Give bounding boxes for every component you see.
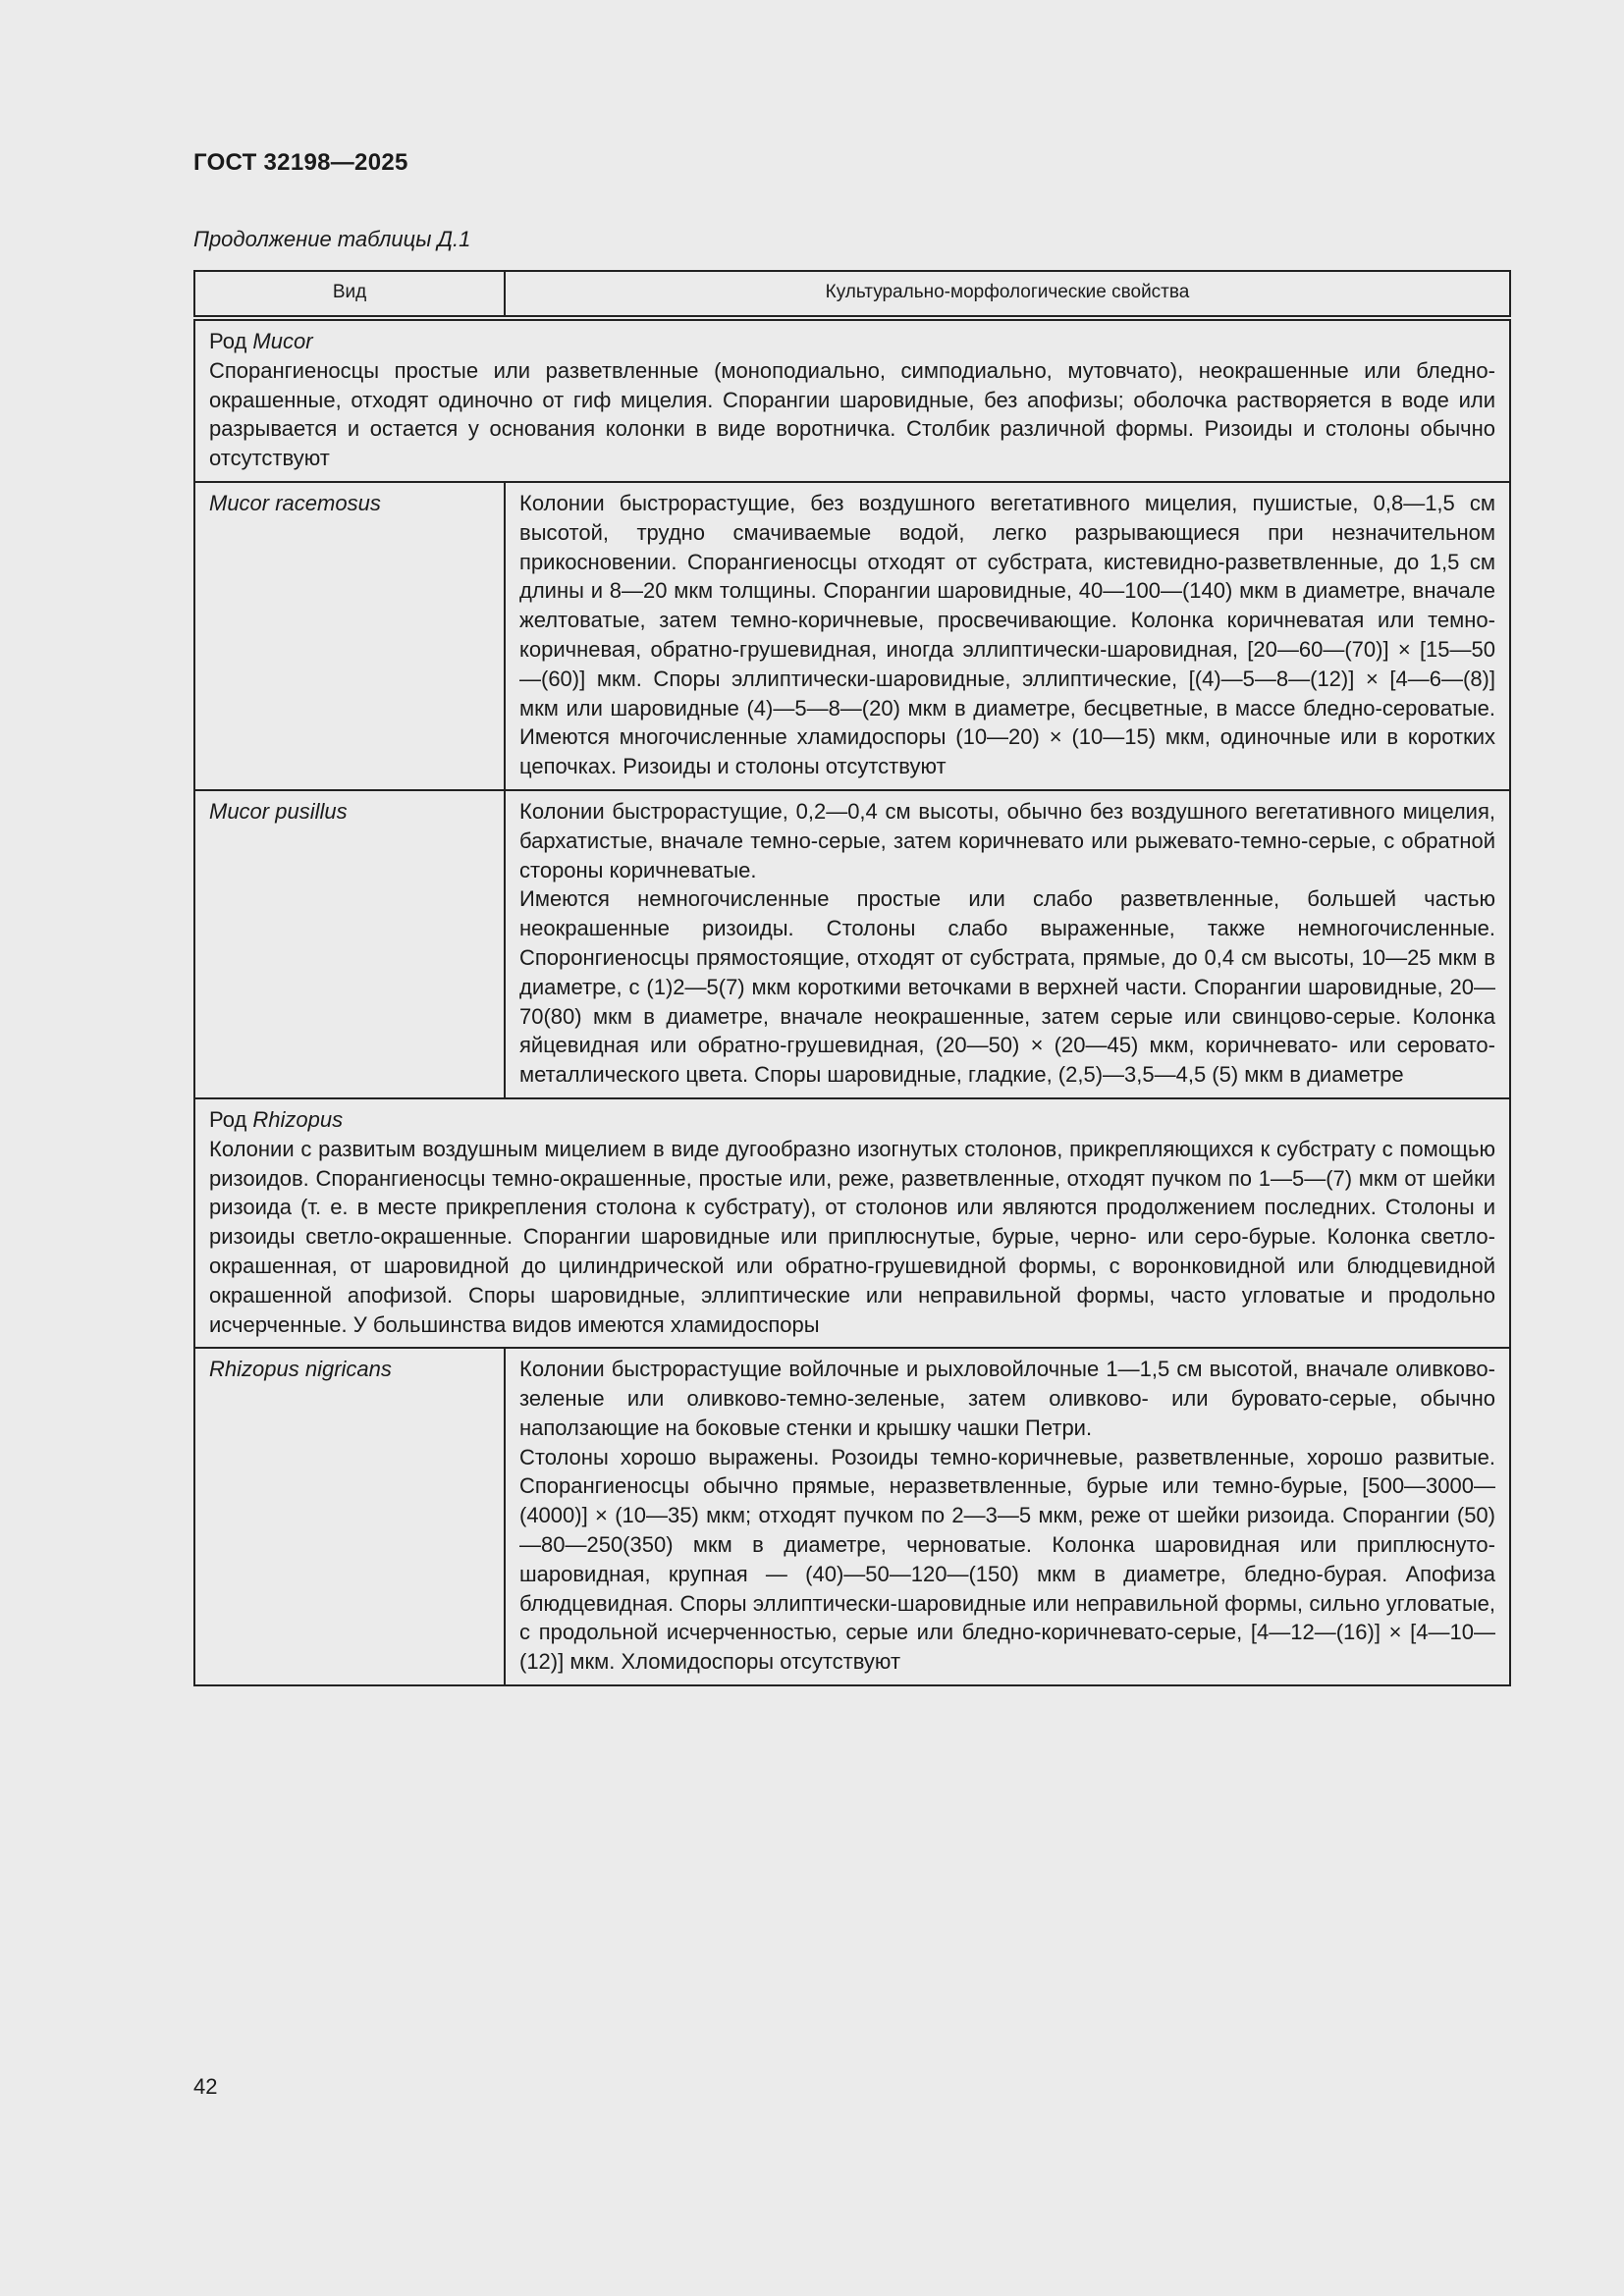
species-description-cell: Колонии быстрорастущие, без воздушного вегетативного мицелия, пушистые, 0,8—1,5 см высотой, трудно смачиваемые водой, легко разрывающиеся при незначительном прикосновении. Спорангиеносцы отходят от субстрата, кистевидно-разветвленные, до 1,5 см длины и 8—20 мкм толщины. Спорангии шаровидные, 40—100—(140) мкм в диаметре, вначале желтоватые, затем темно-коричневые, просвечивающие. Колонка коричневатая или темно-коричневая, обратно-грушевидная, иногда эллиптически-шаровидная, [20—60—(70)] × [15—50—(60)] мкм. Споры эллиптически-шаровидные, эллиптические, [(4)—5—8—(12)] × [4—6—(8)] мкм или шаровидные (4)—5—8—(20) мкм в диаметре, бесцветные, в массе бледно-сероватые. Имеются многочисленные хламидоспоры (10—20) × (10—15) мкм, одиночные или в коротких цепочках. Ризоиды и столоны отсутствуют — [505, 482, 1510, 790]
document-code: ГОСТ 32198—2025 — [193, 149, 408, 176]
table-row-genus-rhizopus — [194, 1098, 1510, 1348]
genus-rhizopus-cell — [194, 1098, 1510, 1348]
genus-name: Mucor — [252, 329, 313, 353]
species-description-cell — [505, 790, 1510, 1098]
genus-rhizopus-description: Колонии с развитым воздушным мицелием в виде дугообразно изогнутых столонов, прикрепляющихся к субстрату с помощью ризоидов. Спорангиеносцы темно-окрашенные, простые или, реже, разветвленные, отходят пучком по 1—5—(7) мкм от шейки ризоида (т. е. в месте прикрепления столона к субстрату), от столонов или являются продолжением последних. Столоны и ризоиды светло-окрашенные. Спорангии шаровидные или приплюснутые, бурые, черно- или серо-бурые. Колонка светло-окрашенная, от шаровидной до цилиндрической или обратно-грушевидной формы, с воронковидной или блюдцевидной окрашенной апофизой. Споры шаровидные, эллиптические или неправильной формы, часто угловатые и продольно исчерченные. У большинства видов имеются хламидоспоры — [209, 1136, 1495, 1337]
species-name-cell: Mucor pusillus — [194, 790, 505, 1098]
table-row-mucor-racemosus — [194, 482, 1510, 790]
page-number: 42 — [193, 2074, 218, 2099]
description-paragraph: Столоны хорошо выражены. Розоиды темно-коричневые, разветвленные, хорошо развитые. Спорангиеносцы обычно прямые, неразветвленные, бурые или темно-бурые, [500—3000—(4000)] × (10—35) мкм; отходят пучком по 2—3—5 мкм, реже от шейки ризоида. Спорангии (50)—80—250(350) мкм в диаметре, черноватые. Колонка шаровидная или приплюснуто-шаровидная, крупная — (40)—50—120—(150) мкм в диаметре, бледно-бурая. Апофиза блюдцевидная. Споры эллиптически-шаровидные или неправильной формы, сильно угловатые, с продольной исчерченностью, серые или бледно-коричневато-серые, [4—12—(16)] × [4—10—(12)] мкм. Хломидоспоры отсутствуют — [519, 1444, 1495, 1675]
table-row-mucor-pusillus — [194, 790, 1510, 1098]
species-description-cell — [505, 1348, 1510, 1685]
description-paragraph: Колонии быстрорастущие войлочные и рыхловойлочные 1—1,5 см высотой, вначале оливково-зеленые или оливково-темно-зеленые, затем оливково- или буровато-серые, обычно наползающие на боковые стенки и крышку чашки Петри. — [519, 1357, 1495, 1440]
species-name-cell: Mucor racemosus — [194, 482, 505, 790]
description-paragraph: Колонии быстрорастущие, 0,2—0,4 см высоты, обычно без воздушного вегетативного мицелия, бархатистые, вначале темно-серые, затем коричневато или рыжевато-темно-серые, с обратной стороны коричневатые. — [519, 798, 1495, 882]
column-header-properties: Культурально-морфологические свойства — [505, 271, 1510, 318]
table-row-rhizopus-nigricans — [194, 1348, 1510, 1685]
species-table — [193, 270, 1511, 1686]
column-header-species: Вид — [194, 271, 505, 318]
table-caption: Продолжение таблицы Д.1 — [193, 227, 471, 251]
table-row-genus-mucor — [194, 318, 1510, 482]
genus-name: Rhizopus — [252, 1106, 344, 1132]
genus-mucor-cell — [194, 318, 1510, 482]
description-paragraph: Имеются немногочисленные простые или слабо разветвленные, большей частью неокрашенные ризоиды. Столоны слабо выраженные, также немногочисленные. Споронгиеносцы прямостоящие, отходят от субстрата, прямые, до 0,4 см высоты, 10—25 мкм в диаметре, с (1)2—5(7) мкм короткими веточками в верхней части. Спорангии шаровидные, 20—70(80) мкм в диаметре, вначале неокрашенные, затем серые или свинцово-серые. Колонка яйцевидная или обратно-грушевидная, (20—50) × (20—45) мкм, коричневато- или серовато-металлического цвета. Споры шаровидные, гладкие, (2,5)—3,5—4,5 (5) мкм в диаметре — [519, 886, 1495, 1088]
genus-mucor-label — [209, 327, 1495, 356]
genus-prefix: Род — [209, 329, 253, 353]
table-header-row — [194, 271, 1510, 318]
species-name-cell: Rhizopus nigricans — [194, 1348, 505, 1685]
genus-rhizopus-label — [209, 1105, 1495, 1135]
genus-mucor-description: Спорангиеносцы простые или разветвленные (моноподиально, симподиально, мутовчато), неокрашенные или бледно-окрашенные, отходят одиночно от гиф мицелия. Спорангии шаровидные, без апофизы; оболочка растворяется в воде или разрывается и остается у основания колонки в виде воротничка. Столбик различной формы. Ризоиды и столоны обычно отсутствуют — [209, 357, 1495, 471]
genus-prefix: Род — [209, 1106, 253, 1132]
